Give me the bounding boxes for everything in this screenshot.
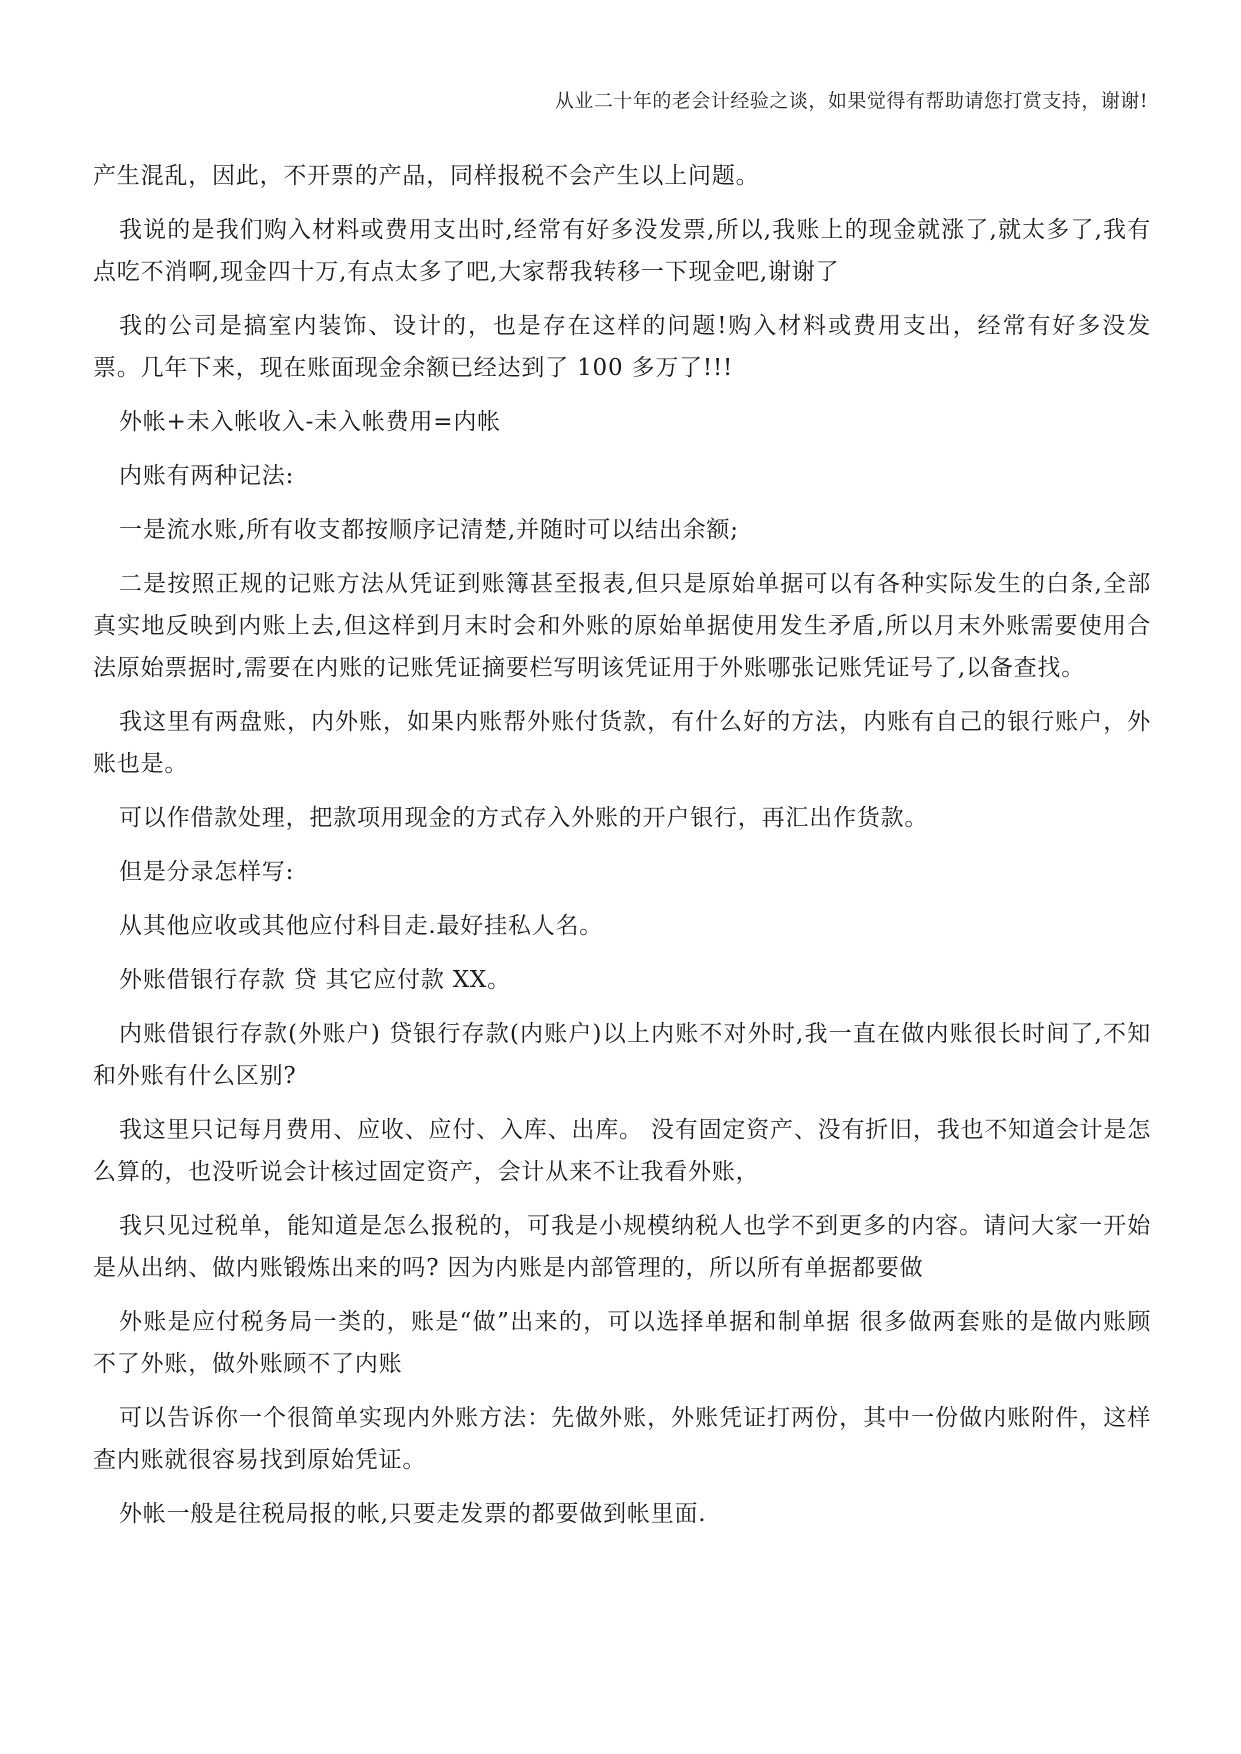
paragraph: 外账借银行存款 贷 其它应付款 XX。: [119, 967, 511, 993]
paragraph: 从其他应收或其他应付科目走.最好挂私人名。: [119, 913, 604, 939]
paragraph: 外帐+未入帐收入-未入帐费用=内帐: [119, 409, 501, 435]
paragraph: 可以告诉你一个很简单实现内外账方法：先做外账，外账凭证打两份，其中一份做内账附件，这样查内账就很容易找到原始凭证。: [93, 1405, 1151, 1473]
paragraph: 外帐一般是往税局报的帐,只要走发票的都要做到帐里面.: [119, 1501, 707, 1527]
paragraph: 可以作借款处理，把款项用现金的方式存入外账的开户银行，再汇出作货款。: [119, 805, 929, 831]
paragraph: 内账借银行存款(外账户) 贷银行存款(内账户)以上内账不对外时,我一直在做内账很长时间了,不知和外账有什么区别?: [93, 1021, 1151, 1089]
paragraph: 二是按照正规的记账方法从凭证到账簿甚至报表,但只是原始单据可以有各种实际发生的白条,全部真实地反映到内账上去,但这样到月末时会和外账的原始单据使用发生矛盾,所以月末外账需要使用合法原始票据时,需要在内账的记账凭证摘要栏写明该凭证用于外账哪张记账凭证号了,以备查找。: [93, 571, 1151, 681]
paragraph: 我这里只记每月费用、应收、应付、入库、出库。 没有固定资产、没有折旧，我也不知道会计是怎么算的，也没听说会计核过固定资产，会计从来不让我看外账，: [93, 1117, 1151, 1185]
paragraph: 我这里有两盘账，内外账，如果内账帮外账付货款，有什么好的方法，内账有自己的银行账户，外账也是。: [93, 709, 1151, 777]
paragraph: 外账是应付税务局一类的，账是“做”出来的，可以选择单据和制单据 很多做两套账的是做内账顾不了外账，做外账顾不了内账: [93, 1309, 1151, 1377]
document-body: [93, 155, 1151, 1547]
paragraph: 但是分录怎样写:: [119, 859, 295, 885]
paragraph: 我只见过税单，能知道是怎么报税的，可我是小规模纳税人也学不到更多的内容。请问大家一开始是从出纳、做内账锻炼出来的吗? 因为内账是内部管理的，所以所有单据都要做: [93, 1213, 1151, 1281]
paragraph: 产生混乱，因此，不开票的产品，同样报税不会产生以上问题。: [93, 163, 760, 189]
paragraph: 我的公司是搞室内装饰、设计的，也是存在这样的问题!购入材料或费用支出，经常有好多没发票。几年下来，现在账面现金余额已经达到了 100 多万了!!!: [93, 313, 1151, 381]
header-note: 从业二十年的老会计经验之谈，如果觉得有帮助请您打赏支持，谢谢!: [554, 90, 1148, 112]
paragraph: 我说的是我们购入材料或费用支出时,经常有好多没发票,所以,我账上的现金就涨了,就太多了,我有点吃不消啊,现金四十万,有点太多了吧,大家帮我转移一下现金吧,谢谢了: [93, 217, 1151, 285]
paragraph: 内账有两种记法:: [119, 463, 295, 489]
paragraph: 一是流水账,所有收支都按顺序记清楚,并随时可以结出余额;: [119, 517, 739, 543]
